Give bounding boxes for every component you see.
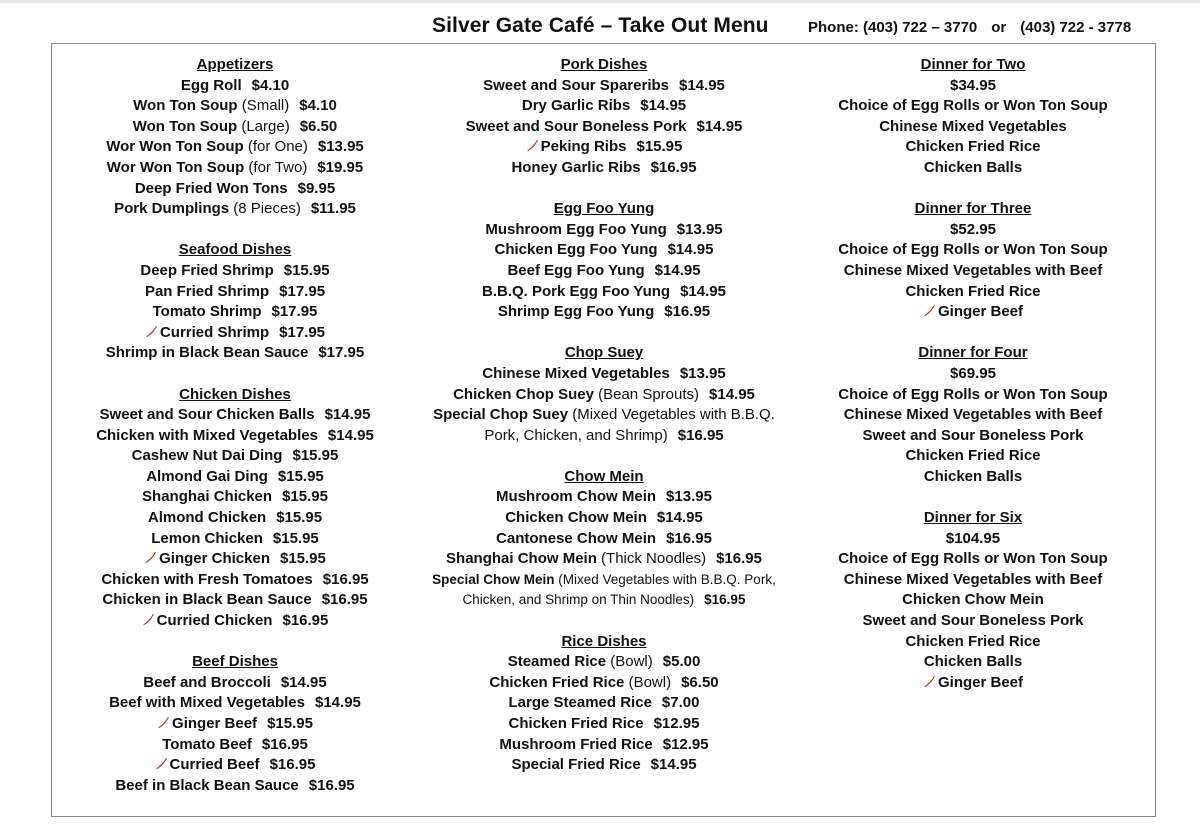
item-name: Large Steamed Rice	[508, 694, 652, 712]
section-heading: Seafood Dishes	[178, 241, 292, 259]
item-name: Beef and Broccoli	[143, 673, 271, 691]
menu-item	[60, 549, 410, 570]
menu-section-chow-mein	[424, 467, 784, 611]
item-price: $5.00	[662, 653, 701, 671]
menu-section-appetizers	[60, 55, 410, 220]
menu-item	[60, 755, 410, 776]
item-name: Deep Fried Shrimp	[140, 261, 274, 279]
menu-item	[798, 240, 1148, 261]
item-price: $17.95	[318, 344, 365, 362]
item-price: $4.10	[299, 97, 337, 115]
item-price: $16.95	[269, 756, 316, 774]
item-note: (8 Pieces)	[233, 200, 301, 218]
item-name: Shanghai Chow Mein	[446, 550, 597, 568]
menu-item	[798, 220, 1148, 241]
item-name: $34.95	[950, 76, 996, 94]
phone-separator: or	[991, 19, 1007, 36]
section-heading: Dinner for Two	[920, 56, 1026, 73]
item-name: Special Chow Mein	[432, 571, 555, 587]
item-price: $16.95	[716, 550, 762, 568]
item-name: Chicken Balls	[923, 653, 1023, 671]
item-name: Mushroom Fried Rice	[499, 735, 653, 753]
item-price: $14.95	[640, 97, 687, 115]
menu-column-1	[60, 55, 410, 817]
item-name: Chicken Fried Rice	[905, 447, 1041, 465]
section-heading: Beef Dishes	[192, 653, 278, 671]
section-heading: Appetizers	[196, 56, 274, 73]
item-name: Chinese Mixed Vegetables	[482, 364, 670, 382]
item-note: (Bowl)	[628, 673, 672, 691]
item-price: $12.95	[662, 735, 709, 753]
item-price: $9.95	[297, 179, 336, 197]
menu-item	[60, 570, 410, 591]
item-name: Ginger Beef	[937, 303, 1024, 321]
menu-item	[60, 487, 410, 508]
menu-item	[424, 755, 784, 776]
menu-title: Silver Gate Café – Take Out Menu	[432, 14, 769, 37]
menu-item	[798, 405, 1148, 426]
menu-column-2	[424, 55, 784, 796]
item-price: $13.95	[317, 138, 364, 156]
item-name: Almond Chicken	[147, 509, 267, 527]
menu-item	[424, 714, 784, 735]
item-name: Special Fried Rice	[511, 756, 641, 774]
menu-item	[424, 549, 784, 570]
item-name: $52.95	[950, 220, 996, 238]
menu-item	[424, 693, 784, 714]
item-price: $14.95	[324, 406, 371, 424]
menu-item	[60, 323, 410, 344]
item-name: Chicken with Mixed Vegetables	[96, 426, 318, 444]
menu-item	[798, 611, 1148, 632]
item-price: $17.95	[279, 323, 326, 341]
menu-item	[798, 96, 1148, 117]
item-name: Ginger Beef	[172, 715, 258, 732]
item-note: (Thick Noodles)	[601, 550, 707, 568]
menu-item	[60, 467, 410, 488]
item-name: Special Chop Suey	[433, 406, 569, 424]
item-name: Lemon Chicken	[151, 529, 263, 547]
item-name: Cantonese Chow Mein	[496, 529, 657, 547]
item-note: (Bowl)	[610, 653, 653, 671]
phone-number-1: Phone: (403) 722 – 3770	[808, 19, 978, 36]
menu-item	[798, 76, 1148, 97]
menu-section-dinner-for-four	[798, 343, 1148, 487]
menu-section-dinner-for-three	[798, 199, 1148, 323]
item-price: $13.95	[666, 488, 712, 506]
item-name: Chicken Chow Mein	[902, 591, 1044, 609]
top-border	[0, 0, 1200, 3]
item-name: Mushroom Egg Foo Yung	[485, 220, 667, 238]
item-name: Shrimp Egg Foo Yung	[497, 303, 655, 321]
menu-item	[424, 364, 784, 385]
item-price: $16.95	[322, 570, 369, 588]
item-name: Chicken Balls	[923, 467, 1023, 485]
item-name: Shanghai Chicken	[142, 488, 273, 506]
menu-section-pork-dishes	[424, 55, 784, 179]
chili-pepper-icon	[923, 305, 935, 317]
item-name: Chinese Mixed Vegetables with Beef	[843, 570, 1103, 588]
phone-number-2: (403) 722 - 3778	[1020, 19, 1132, 36]
item-price: $13.95	[679, 364, 726, 382]
item-price: $15.95	[277, 467, 324, 485]
item-price: $15.95	[272, 529, 319, 547]
item-name: Pan Fried Shrimp	[144, 282, 270, 300]
menu-item	[424, 220, 784, 241]
chili-pepper-icon	[526, 140, 538, 152]
menu-item	[60, 76, 410, 97]
menu-item	[60, 158, 410, 179]
menu-item	[798, 302, 1148, 323]
item-name: Sweet and Sour Spareribs	[483, 76, 669, 94]
item-name: Sweet and Sour Boneless Pork	[862, 612, 1084, 630]
menu-item	[424, 405, 784, 446]
menu-item	[60, 590, 410, 611]
menu-item	[798, 446, 1148, 467]
item-name: Chicken Fried Rice	[905, 282, 1041, 300]
menu-item	[798, 282, 1148, 303]
menu-item	[60, 261, 410, 282]
item-name: Choice of Egg Rolls or Won Ton Soup	[838, 550, 1108, 568]
menu-item	[424, 529, 784, 550]
section-heading: Dinner for Six	[923, 509, 1023, 527]
item-name: Chicken with Fresh Tomatoes	[101, 570, 313, 588]
menu-section-egg-foo-yung	[424, 199, 784, 323]
menu-item	[60, 179, 410, 200]
item-name: Wor Won Ton Soup	[106, 158, 245, 176]
menu-item	[60, 693, 410, 714]
item-name: Almond Gai Ding	[146, 467, 268, 485]
chili-pepper-icon	[923, 676, 935, 688]
item-price: $7.00	[661, 694, 700, 712]
menu-item	[798, 549, 1148, 570]
menu-item	[798, 426, 1148, 447]
chili-pepper-icon	[155, 758, 167, 770]
menu-section-rice-dishes	[424, 632, 784, 776]
item-note: (for One)	[247, 138, 308, 156]
item-name: Chinese Mixed Vegetables	[879, 117, 1067, 135]
item-name: Tomato Beef	[162, 735, 252, 753]
item-name: Deep Fried Won Tons	[134, 179, 288, 197]
menu-item	[798, 137, 1148, 158]
item-name: Dry Garlic Ribs	[521, 97, 631, 115]
item-name: Chicken in Black Bean Sauce	[102, 591, 312, 609]
item-name: Sweet and Sour Boneless Pork	[465, 117, 687, 135]
menu-column-3	[798, 55, 1148, 714]
menu-item	[798, 117, 1148, 138]
item-price: $16.95	[650, 158, 697, 176]
item-name: Tomato Shrimp	[152, 303, 262, 321]
item-name: Pork Dumplings	[114, 200, 230, 218]
phone-numbers	[808, 19, 1131, 36]
menu-item	[424, 570, 784, 611]
menu-item	[60, 673, 410, 694]
item-note: (Large)	[241, 117, 290, 135]
menu-item	[424, 76, 784, 97]
item-name: Chicken Fried Rice	[489, 673, 625, 691]
section-heading: Rice Dishes	[561, 632, 647, 650]
section-heading: Pork Dishes	[560, 56, 648, 73]
menu-item	[424, 158, 784, 179]
item-price: $14.95	[654, 261, 701, 279]
menu-item	[60, 714, 410, 735]
item-price: $15.95	[279, 550, 326, 568]
item-price: $16.95	[261, 735, 308, 753]
item-price: $15.95	[292, 447, 339, 465]
section-heading: Chop Suey	[564, 344, 644, 362]
menu-item	[424, 508, 784, 529]
item-name: Mushroom Chow Mein	[496, 488, 657, 506]
menu-item	[60, 446, 410, 467]
menu-item	[424, 673, 784, 694]
menu-item	[424, 96, 784, 117]
item-price: $15.95	[636, 138, 683, 156]
item-name: Ginger Chicken	[159, 550, 270, 568]
menu-section-chop-suey	[424, 343, 784, 446]
item-price: $14.95	[667, 241, 714, 259]
menu-section-dinner-for-two	[798, 55, 1148, 179]
menu-section-chicken-dishes	[60, 385, 410, 632]
item-name: Chicken Fried Rice	[905, 138, 1041, 156]
menu-item	[424, 261, 784, 282]
item-price: $14.95	[650, 756, 697, 774]
menu-item	[60, 302, 410, 323]
item-name: Egg Roll	[180, 76, 242, 94]
menu-item	[60, 343, 410, 364]
menu-item	[798, 261, 1148, 282]
item-name: $69.95	[950, 364, 996, 382]
item-price: $16.95	[677, 426, 724, 444]
menu-item	[60, 529, 410, 550]
menu-item	[60, 282, 410, 303]
item-price: $17.95	[271, 303, 318, 321]
menu-item	[60, 137, 410, 158]
menu-item	[60, 508, 410, 529]
item-price: $6.50	[681, 673, 719, 691]
item-price: $14.95	[679, 76, 725, 94]
item-price: $14.95	[327, 426, 374, 444]
item-name: Steamed Rice	[507, 653, 607, 671]
menu-item	[424, 117, 784, 138]
menu-section-dinner-for-six	[798, 508, 1148, 693]
item-name: Curried Shrimp	[159, 323, 270, 341]
item-price: $14.95	[696, 117, 743, 135]
item-name: Choice of Egg Rolls or Won Ton Soup	[838, 241, 1108, 259]
item-note: (Small)	[241, 97, 290, 115]
chili-pepper-icon	[157, 717, 169, 729]
item-price: $4.10	[251, 76, 290, 94]
item-price: $14.95	[680, 282, 726, 300]
item-name: Sweet and Sour Boneless Pork	[862, 426, 1084, 444]
menu-section-beef-dishes	[60, 652, 410, 796]
menu-item	[798, 364, 1148, 385]
section-heading: Dinner for Three	[914, 200, 1032, 218]
item-price: $14.95	[280, 673, 327, 691]
item-name: Chicken Balls	[923, 158, 1023, 176]
item-price: $16.95	[664, 303, 711, 321]
section-heading: Chow Mein	[564, 467, 644, 485]
item-name: Wor Won Ton Soup	[106, 138, 244, 156]
item-name: Cashew Nut Dai Ding	[131, 447, 283, 465]
chili-pepper-icon	[145, 326, 157, 338]
item-name: Honey Garlic Ribs	[511, 158, 641, 176]
menu-item	[60, 199, 410, 220]
section-heading: Chicken Dishes	[179, 385, 291, 403]
item-note: (for Two)	[248, 158, 308, 176]
section-heading: Egg Foo Yung	[553, 200, 655, 218]
menu-item	[798, 632, 1148, 653]
item-name: Beef with Mixed Vegetables	[109, 694, 305, 712]
item-price: $16.95	[308, 776, 355, 794]
menu-section-seafood-dishes	[60, 240, 410, 364]
item-note: (Bean Sprouts)	[598, 385, 700, 403]
item-price: $14.95	[709, 385, 755, 403]
item-name: Beef Egg Foo Yung	[507, 261, 645, 279]
item-name: Chinese Mixed Vegetables with Beef	[843, 261, 1103, 279]
item-name: Chinese Mixed Vegetables with Beef	[843, 406, 1103, 424]
chili-pepper-icon	[144, 552, 156, 564]
item-name: Chicken Fried Rice	[905, 632, 1041, 650]
menu-item	[798, 570, 1148, 591]
item-name: Chicken Egg Foo Yung	[494, 241, 658, 259]
menu-item	[798, 673, 1148, 694]
item-name: $104.95	[945, 529, 1001, 547]
item-price: $16.95	[321, 591, 368, 609]
menu-item	[424, 282, 784, 303]
item-name: Ginger Beef	[937, 673, 1024, 691]
item-price: $17.95	[279, 282, 326, 300]
item-price: $19.95	[317, 158, 364, 176]
item-price: $11.95	[310, 200, 356, 218]
item-price: $16.95	[282, 612, 329, 630]
item-price: $16.95	[704, 592, 746, 608]
item-price: $15.95	[276, 509, 323, 527]
item-price: $15.95	[283, 261, 330, 279]
item-note: (Mixed Vegetables with B.B.Q. Pork, Chicken, and Shrimp on Thin Noodles)	[462, 571, 776, 608]
menu-item	[798, 529, 1148, 550]
item-price: $12.95	[653, 715, 700, 732]
menu-item	[60, 735, 410, 756]
item-name: Sweet and Sour Chicken Balls	[99, 406, 315, 424]
item-price: $14.95	[656, 509, 703, 527]
item-name: Chicken Fried Rice	[508, 715, 644, 732]
menu-item	[798, 158, 1148, 179]
menu-item	[60, 405, 410, 426]
menu-item	[424, 240, 784, 261]
menu-item	[424, 487, 784, 508]
menu-item	[60, 96, 410, 117]
menu-item	[60, 776, 410, 797]
item-name: Choice of Egg Rolls or Won Ton Soup	[838, 97, 1108, 115]
menu-item	[424, 735, 784, 756]
item-price: $15.95	[282, 488, 328, 506]
item-price: $6.50	[299, 117, 338, 135]
item-name: Peking Ribs	[540, 138, 627, 156]
item-price: $15.95	[267, 715, 313, 732]
menu-item	[424, 137, 784, 158]
menu-item	[424, 385, 784, 406]
item-name: B.B.Q. Pork Egg Foo Yung	[482, 282, 671, 300]
item-name: Won Ton Soup	[133, 97, 238, 115]
item-name: Won Ton Soup	[132, 117, 238, 135]
item-name: Choice of Egg Rolls or Won Ton Soup	[838, 385, 1108, 403]
item-name: Shrimp in Black Bean Sauce	[105, 344, 309, 362]
menu-item	[60, 426, 410, 447]
menu-item	[424, 302, 784, 323]
menu-item	[798, 652, 1148, 673]
chili-pepper-icon	[142, 614, 154, 626]
menu-item	[798, 385, 1148, 406]
menu-item	[798, 590, 1148, 611]
section-heading: Dinner for Four	[918, 344, 1028, 362]
menu-item	[60, 117, 410, 138]
item-name: Curried Beef	[169, 756, 260, 774]
item-price: $16.95	[666, 529, 712, 547]
item-name: Beef in Black Bean Sauce	[115, 776, 299, 794]
item-name: Chicken Chow Mein	[505, 509, 647, 527]
menu-item	[60, 611, 410, 632]
item-price: $14.95	[315, 694, 361, 712]
menu-item	[424, 652, 784, 673]
item-price: $13.95	[676, 220, 723, 238]
item-note: (Mixed Vegetables with B.B.Q. Pork, Chicken, and Shrimp)	[484, 406, 775, 444]
menu-item	[798, 467, 1148, 488]
item-name: Curried Chicken	[156, 612, 273, 630]
item-name: Chicken Chop Suey	[453, 385, 594, 403]
